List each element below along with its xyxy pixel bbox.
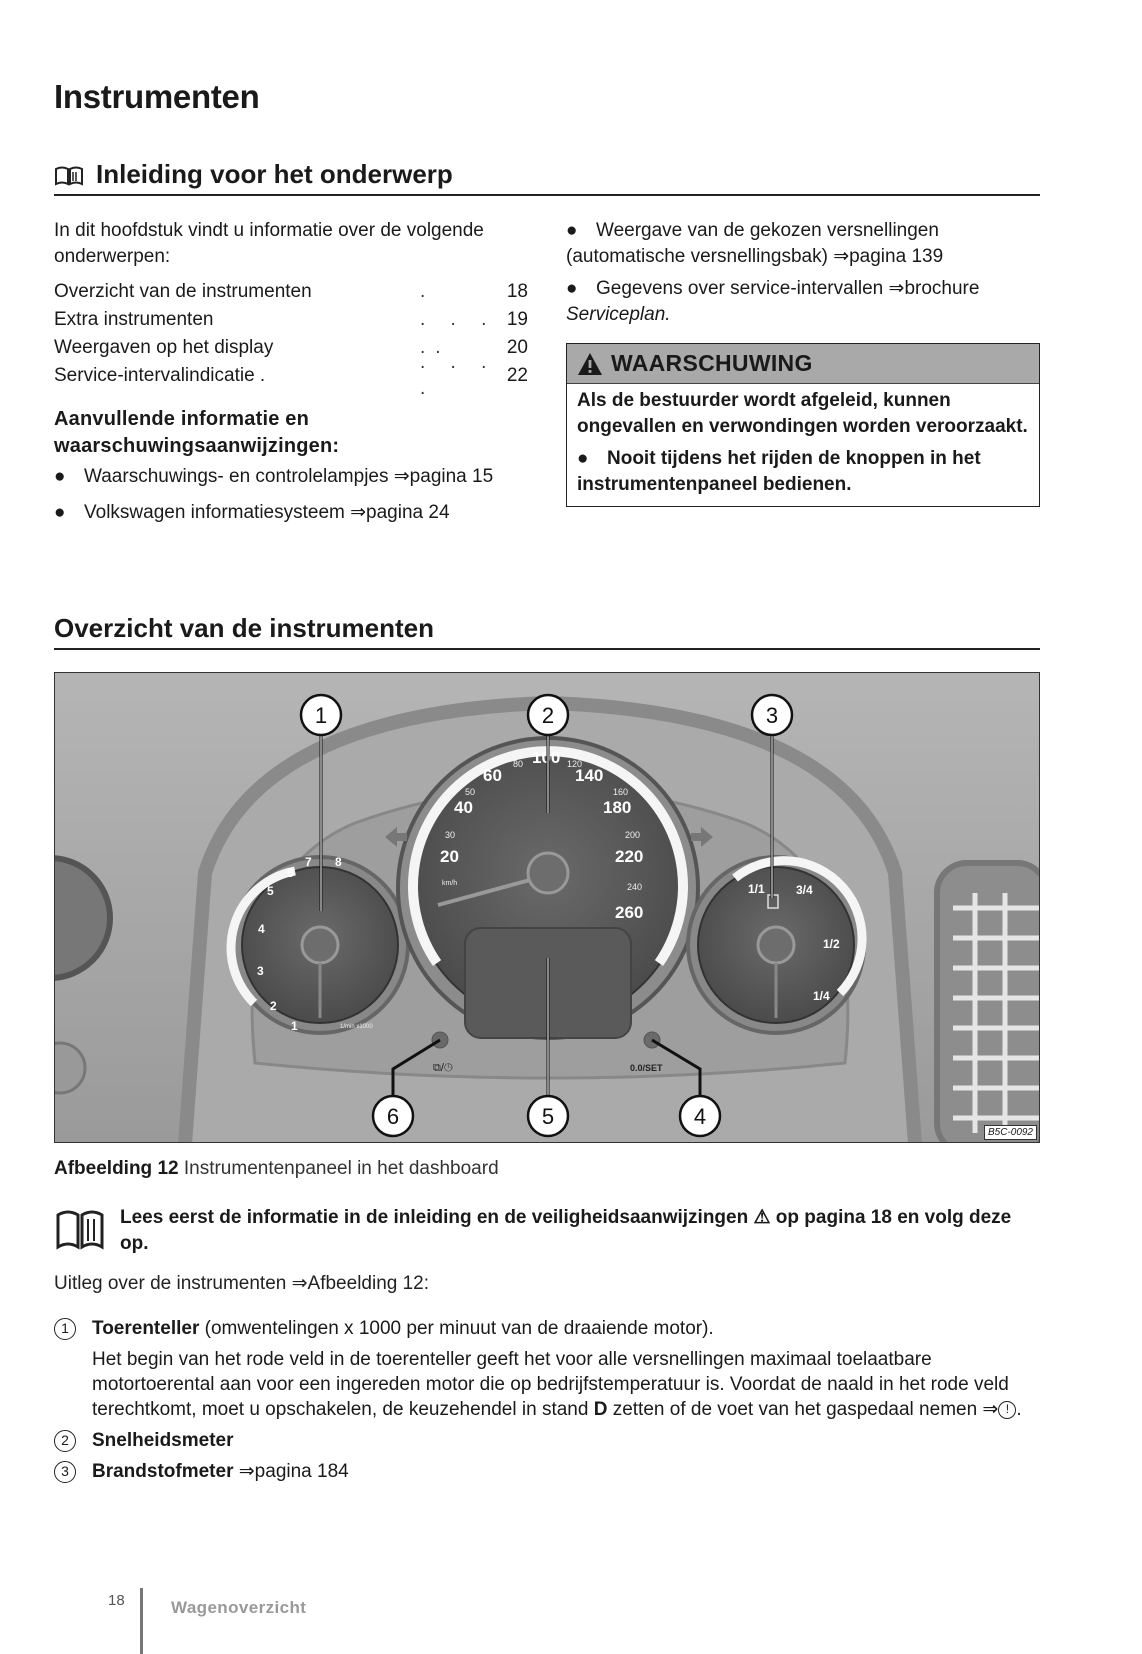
speedo-minor-label: 120	[567, 759, 583, 769]
bullet-item	[54, 500, 528, 526]
toc-label: Extra instrumenten	[54, 309, 214, 330]
toc-dots: . . .	[420, 309, 497, 330]
speedo-minor-label: 80	[513, 759, 524, 769]
footer-divider	[140, 1588, 143, 1654]
figure-code: B5C-0092	[984, 1125, 1037, 1140]
legend-item	[54, 1459, 1040, 1484]
instrument-legend-list	[54, 1316, 1040, 1490]
toc-row[interactable]	[54, 306, 528, 334]
speedo-label: 100	[532, 748, 561, 767]
page-reference-link[interactable]: ⇒pagina 24	[350, 502, 450, 523]
toc-row[interactable]	[54, 352, 528, 399]
toc-label: Service-intervalindicatie .	[54, 365, 266, 386]
item-number-circle: 1	[54, 1318, 76, 1340]
bullet-text: Volkswagen informatiesysteem	[84, 502, 345, 523]
bullet-dot: ●	[577, 448, 589, 469]
speedo-label: 60	[483, 766, 502, 785]
reset-set-button-label: 0.0/SET	[630, 1063, 663, 1073]
tacho-label-1: 1	[291, 1019, 298, 1033]
legend-item	[54, 1316, 1040, 1341]
dashboard-illustration	[55, 673, 1040, 1143]
warning-text: Als de bestuurder wordt afgeleid, kunnen ongevallen en verwondingen worden veroorzaakt.	[577, 390, 1028, 437]
intro-text: In dit hoofdstuk vindt u informatie over de volgende onderwerpen:	[54, 220, 484, 267]
warning-title: WAARSCHUWING	[611, 350, 813, 376]
legend-item	[54, 1428, 1040, 1453]
callout-number: 5	[541, 1104, 555, 1129]
toc-page: 19	[506, 309, 528, 330]
fuel-label: 1/2	[823, 937, 840, 951]
tacho-label-7: 7	[305, 855, 312, 869]
instrument-panel-figure	[54, 672, 1040, 1143]
toc-label: Weergaven op het display	[54, 337, 274, 358]
bullet-item	[566, 218, 1040, 270]
warning-header	[567, 344, 1039, 384]
speedo-label: 260	[615, 903, 644, 922]
item-description: (omwentelingen x 1000 per minuut van de draaiende motor).	[199, 1318, 714, 1339]
section-heading-overview	[54, 614, 1040, 650]
callout-number: 1	[314, 703, 328, 728]
speedo-minor-label: 50	[465, 787, 476, 797]
warning-box	[566, 343, 1040, 507]
section-title: Overzicht van de instrumenten	[54, 613, 434, 643]
toc-page: 22	[506, 365, 528, 386]
callout-1	[301, 695, 341, 735]
item-paragraph: Het begin van het rode veld in de toerenteller geeft het voor alle versnellingen maximaal toelaatbare motortoerental aan voor een ingereden motor die op bedrijfstemperatuur is. Voordat de naald in het rode veld terechtkomt, moet u opschakelen, de keuzehendel in stand D zetten of de voet van het gaspedaal nemen ⇒ ! .	[92, 1349, 1022, 1420]
brochure-reference[interactable]: ⇒brochure	[888, 278, 980, 299]
speedo-label: 220	[615, 847, 644, 866]
tacho-label-8: 8	[335, 855, 342, 869]
bullet-text: Waarschuwings- en controlelampjes	[84, 466, 389, 487]
tacho-label-3: 3	[257, 964, 264, 978]
item-title: Brandstofmeter	[92, 1461, 234, 1482]
explanation-intro: Uitleg over de instrumenten ⇒Afbeelding 12:	[54, 1273, 430, 1294]
page-reference-link[interactable]: ⇒pagina 15	[393, 466, 494, 487]
page-reference-link[interactable]: ⇒pagina 184	[233, 1461, 349, 1482]
brochure-title: Serviceplan.	[566, 304, 671, 325]
book-icon	[54, 165, 84, 187]
section-title: Inleiding voor het onderwerp	[96, 159, 453, 189]
intro-column-right	[566, 218, 1040, 328]
item-number-circle: 2	[54, 1430, 76, 1452]
intro-column-left	[54, 218, 528, 526]
bullet-item	[566, 276, 1040, 328]
callout-number: 2	[541, 703, 555, 728]
page-reference-link[interactable]: ⇒pagina 139	[833, 246, 944, 267]
callout-number: 4	[693, 1104, 707, 1129]
caption-text: Instrumentenpaneel in het dashboard	[183, 1158, 499, 1179]
warning-bullet	[577, 446, 1029, 498]
caution-reference-link[interactable]: !	[998, 1401, 1016, 1419]
item-number-circle: 3	[54, 1461, 76, 1483]
gear-position-d: D	[593, 1399, 608, 1420]
tacho-unit: 1/min x1000	[340, 1024, 373, 1030]
fuel-label: 1/4	[813, 989, 830, 1003]
bullet-dot: ●	[566, 220, 578, 241]
air-vent	[937, 863, 1040, 1143]
toc-list	[54, 278, 528, 399]
fuel-label: 3/4	[796, 883, 813, 897]
toc-dots: ..	[420, 337, 451, 358]
speedo-label: 40	[454, 798, 473, 817]
speedo-minor-label: 200	[625, 830, 641, 840]
page-number: 18	[108, 1592, 125, 1609]
paragraph-text: Het begin van het rode veld in de toerenteller geeft het voor alle versnellingen maximaal toelaatbare motortoerental aan voor een ingereden motor die op bedrijfstemperatuur is. Voordat de naald in het rode veld terechtkomt, moet u opschakelen, de keuzehendel in stand	[92, 1349, 1009, 1420]
speedo-minor-label: 160	[613, 787, 629, 797]
trip-clock-button-label: ⧉/◷	[433, 1062, 453, 1074]
callout-number: 6	[386, 1104, 400, 1129]
callout-2	[528, 695, 568, 735]
read-first-note	[54, 1205, 1040, 1257]
bullet-text: Weergave van de gekozen versnellingen (automatische versnellingsbak)	[566, 220, 939, 267]
bullet-text: Gegevens over service-intervallen	[596, 278, 884, 299]
speedo-label: 180	[603, 798, 632, 817]
section-heading-intro	[54, 158, 1040, 196]
bullet-item	[54, 464, 528, 490]
callout-6	[373, 1096, 413, 1136]
tacho-label-5: 5	[267, 884, 274, 898]
callout-4	[680, 1096, 720, 1136]
toc-dots: . . . .	[420, 352, 497, 399]
note-text: Lees eerst de informatie in de inleiding en de veiligheidsaanwijzingen ⚠ op pagina 18 en volg deze op.	[120, 1207, 1012, 1254]
warning-bullet-text: Nooit tijdens het rijden de knoppen in het instrumentenpaneel bedienen.	[577, 448, 981, 495]
speedo-minor-label: 30	[445, 830, 456, 840]
bullet-dot: ●	[54, 466, 66, 487]
callout-5	[528, 1096, 568, 1136]
item-title: Snelheidsmeter	[92, 1430, 234, 1451]
speedo-minor-label: 240	[627, 882, 643, 892]
speedo-unit: km/h	[442, 880, 458, 887]
book-icon	[54, 1205, 120, 1253]
toc-page: 18	[506, 281, 528, 302]
callout-number: 3	[765, 703, 779, 728]
item-title: Toerenteller	[92, 1318, 200, 1339]
tacho-label-4: 4	[258, 922, 265, 936]
toc-dots: .	[420, 281, 436, 302]
bullet-dot: ●	[566, 278, 578, 299]
chapter-title: Wagenoverzicht	[171, 1598, 307, 1617]
speedo-label: 140	[575, 766, 604, 785]
page-title: Instrumenten	[54, 78, 260, 115]
figure-caption	[54, 1158, 499, 1180]
tacho-label-6: 6	[287, 866, 294, 880]
bullet-dot: ●	[54, 502, 66, 523]
callout-3	[752, 695, 792, 735]
paragraph-text: zetten of de voet van het gaspedaal nemen ⇒	[607, 1399, 999, 1420]
warning-body	[567, 384, 1039, 506]
fuel-label: 1/1	[748, 882, 765, 896]
caption-label: Afbeelding 12	[54, 1158, 179, 1179]
toc-label: Overzicht van de instrumenten	[54, 281, 312, 302]
toc-row[interactable]	[54, 278, 528, 306]
toc-page: 20	[506, 337, 528, 358]
warning-triangle-icon	[577, 352, 603, 376]
speedo-label: 20	[440, 847, 459, 866]
tacho-label-2: 2	[270, 999, 277, 1013]
additional-info-heading: Aanvullende informatie en waarschuwingsaanwijzingen:	[54, 408, 340, 457]
